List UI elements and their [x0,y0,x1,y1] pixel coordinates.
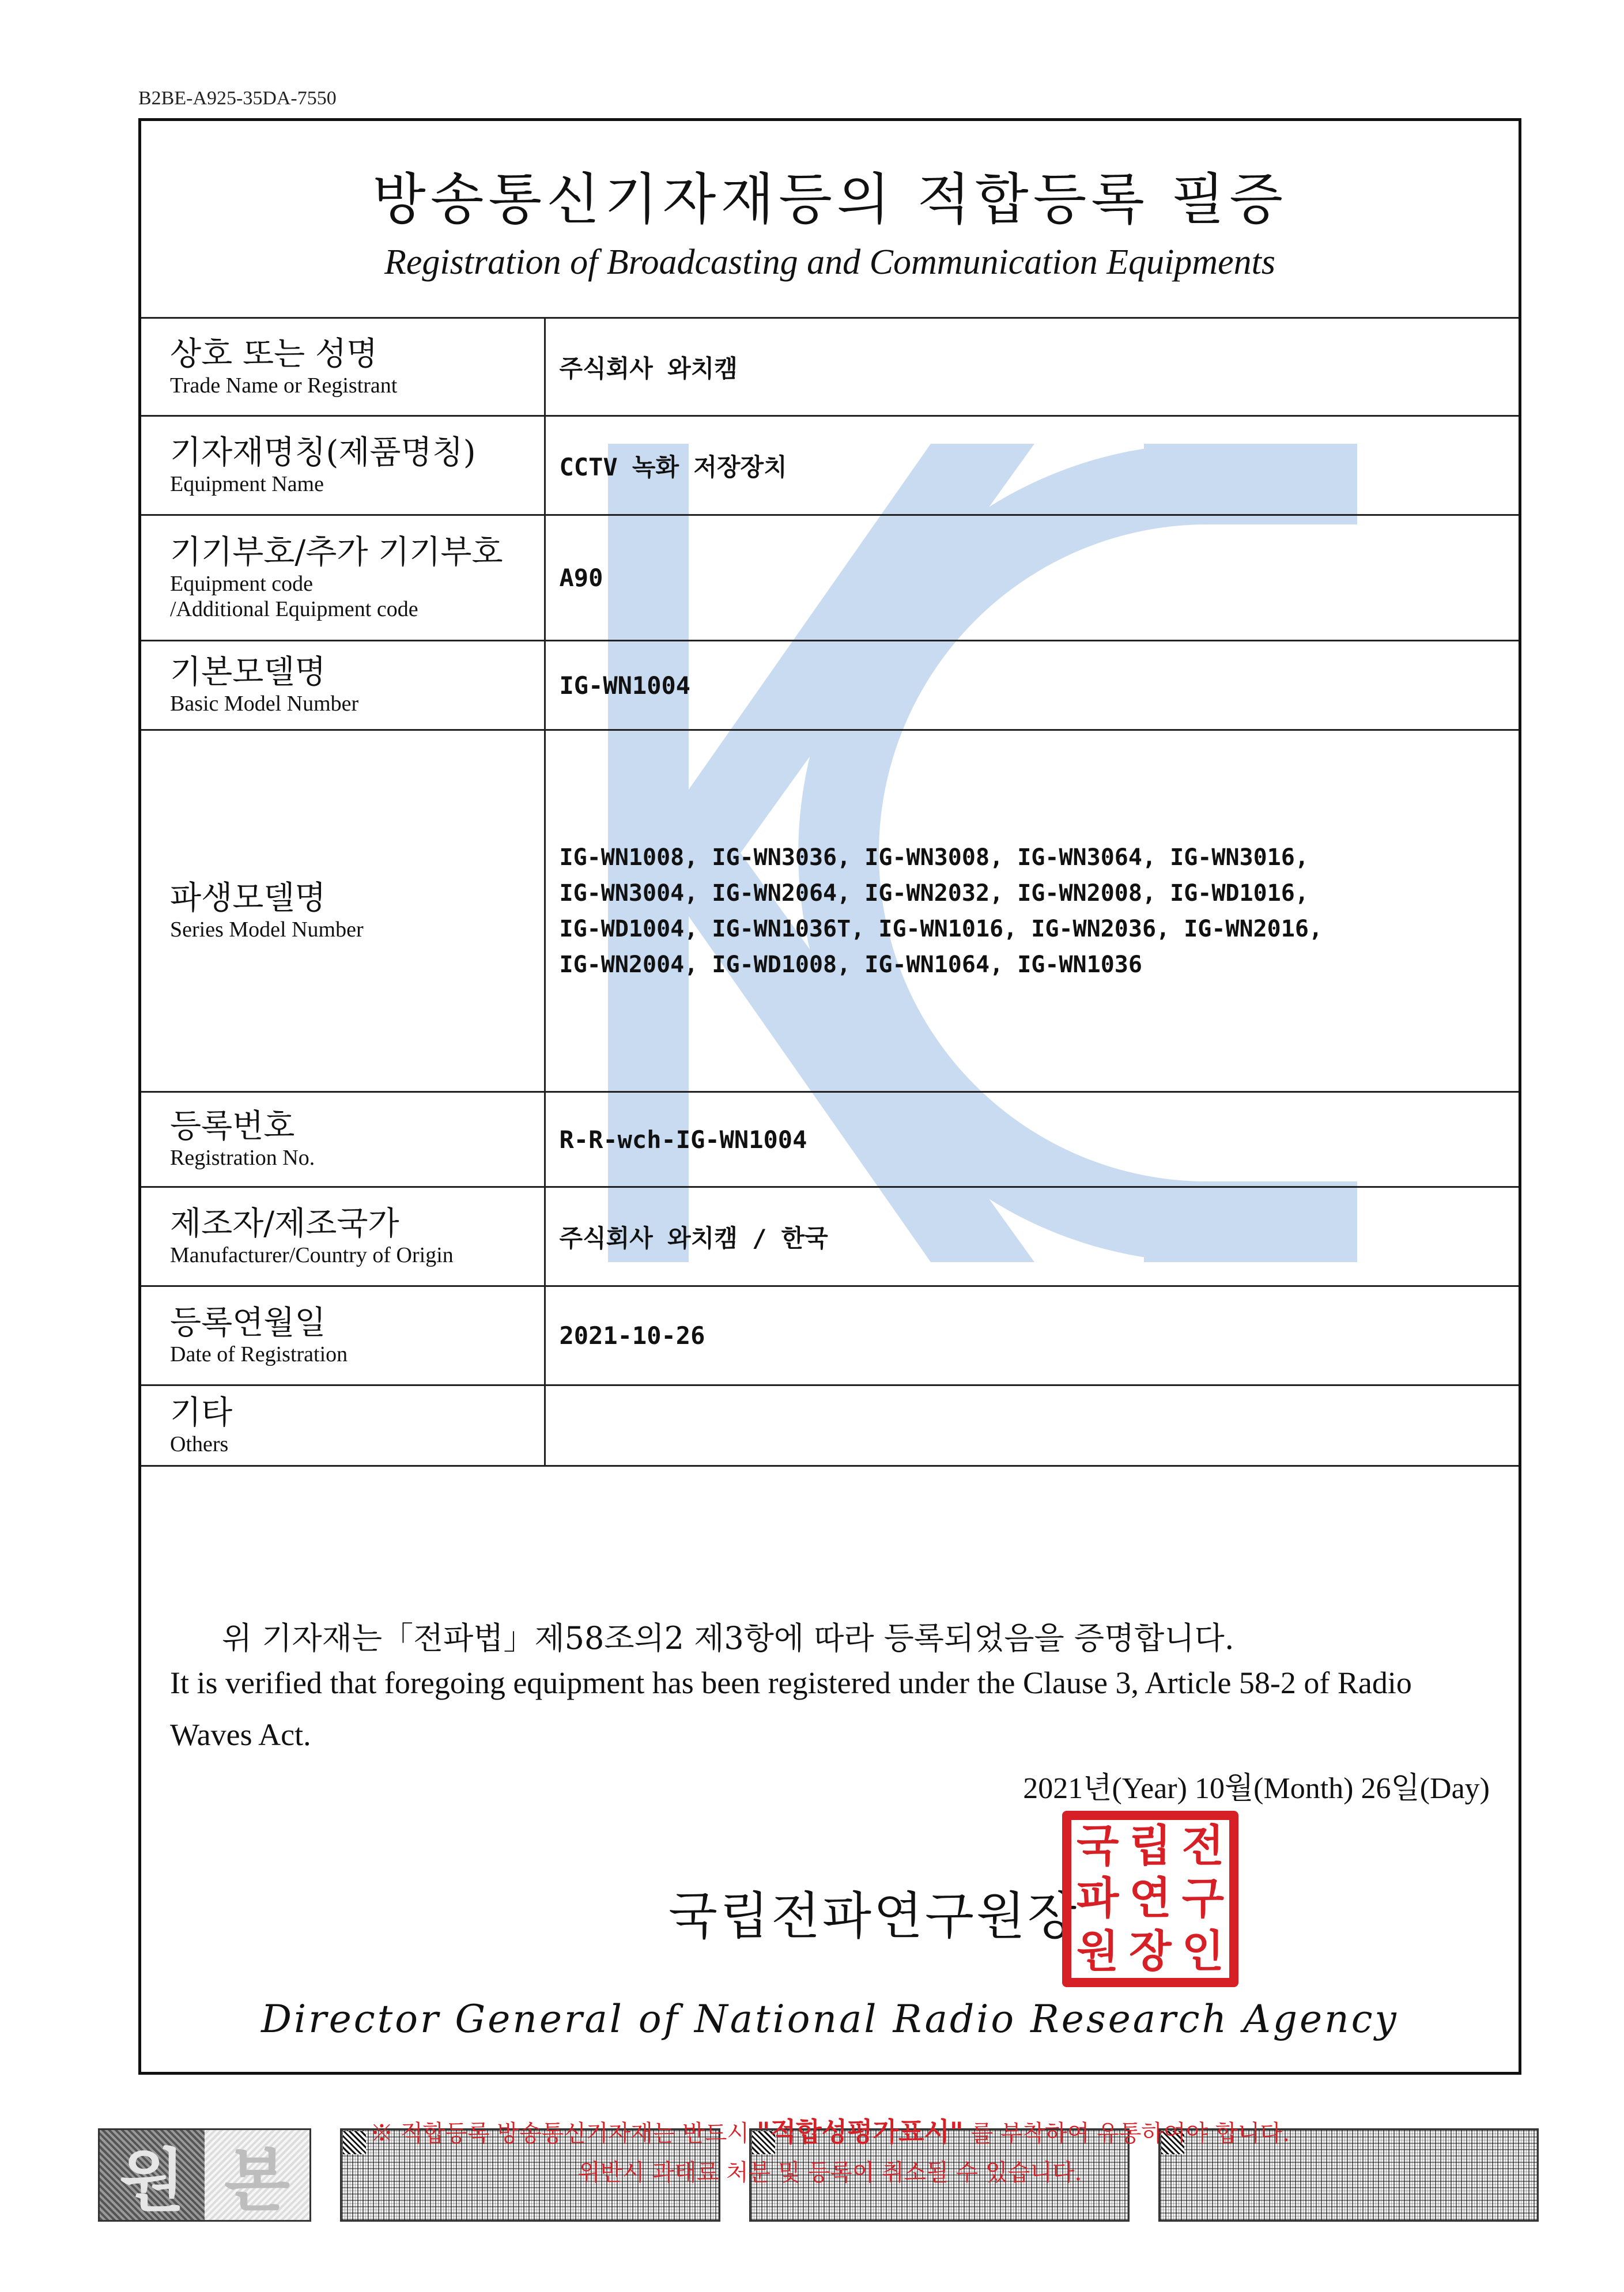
certificate-frame [138,118,1521,2186]
notice-line-2: 위반시 과태료 처분 및 등록이 취소될 수 있습니다. [577,2159,1082,2186]
title-english: Registration of Broadcasting and Communication Equipments [384,243,1275,282]
table-row [141,1187,1519,1286]
verification-text-ko: 위 기자재는「전파법」제58조의2 제3항에 따라 등록되었음을 증명합니다. [222,1620,1234,1656]
seal-character: 원 [1076,1925,1119,1977]
original-stamp-char: 원 [119,2141,185,2221]
equipment-code-label-en-2: /Additional Equipment code [170,596,418,621]
series-model-value [545,730,1519,1092]
manufacturer-label-ko: 제조자/제조국가 [170,1204,399,1243]
table-row [141,1092,1519,1187]
series-model-line: IG-WN1008, IG-WN3036, IG-WN3008, IG-WN3064, IG-WN3016, [559,844,1309,871]
equipment-code-value: A90 [545,515,1519,641]
official-seal [1062,1811,1238,1987]
table-row [141,641,1519,730]
seal-character: 파 [1076,1872,1119,1924]
seal-character: 전 [1181,1820,1225,1871]
seal-character: 장 [1129,1925,1172,1977]
title-korean: 방송통신기자재등의 적합등록 필증 [372,167,1288,232]
others-value [545,1385,1519,1466]
notice-highlight: "적합성평가표시" [756,2116,964,2147]
trade-name-label-en: Trade Name or Registrant [170,373,398,398]
trade-name-label-ko: 상호 또는 성명 [170,335,378,373]
equipment-code-label-ko: 기기부호/추가 기기부호 [170,533,503,571]
seal-character: 국 [1076,1820,1119,1871]
series-model-line: IG-WD1004, IG-WN1036T, IG-WN1016, IG-WN2036, IG-WN2016, [559,915,1323,942]
equipment-name-label-en: Equipment Name [170,471,324,496]
registration-info-table [141,317,1519,1467]
seal-character: 연 [1129,1872,1172,1924]
others-label-ko: 기타 [170,1394,233,1432]
original-stamp-char: 본 [224,2141,290,2221]
date-value: 2021-10-26 [545,1286,1519,1385]
issue-date: 2021년(Year) 10월(Month) 26일(Day) [1023,1772,1490,1805]
notice-text [141,2112,1519,2192]
date-label-ko: 등록연월일 [170,1304,326,1342]
equipment-name-label-ko: 기자재명칭(제품명칭) [170,433,476,471]
basic-model-label-ko: 기본모델명 [170,654,326,691]
seal-character: 구 [1181,1872,1225,1924]
table-row [141,730,1519,1092]
series-model-line: IG-WN3004, IG-WN2064, IG-WN2032, IG-WN2008, IG-WD1016, [559,879,1309,907]
date-label-en: Date of Registration [170,1342,348,1366]
basic-model-label-en: Basic Model Number [170,692,359,716]
document-id: B2BE-A925-35DA-7550 [138,88,337,109]
trade-name-value: 주식회사 와치캠 [545,318,1519,416]
verification-text-en: It is verified that foregoing equipment has been registered under the Clause 3, Article 58-2 of Radio Waves Act. [170,1666,1412,1752]
issuer-title-ko: 국립전파연구원장 [669,1886,1079,1946]
issuer-title-en: Director General of National Radio Research Agency [261,1997,1399,2041]
notice-prefix: ※ 적합등록 방송통신기자재는 반드시 [370,2120,757,2147]
registration-no-label-ko: 등록번호 [170,1108,295,1145]
table-row [141,515,1519,641]
table-row [141,1385,1519,1466]
equipment-code-label-en-1: Equipment code [170,571,313,596]
series-model-line: IG-WN2004, IG-WD1008, IG-WN1064, IG-WN1036 [559,951,1142,978]
table-row [141,318,1519,416]
series-model-label-ko: 파생모델명 [170,879,326,917]
notice-suffix: 를 부착하여 유통하여야 합니다. [963,2120,1290,2147]
manufacturer-label-en: Manufacturer/Country of Origin [170,1243,454,1267]
basic-model-value: IG-WN1004 [545,641,1519,730]
registration-no-label-en: Registration No. [170,1146,315,1170]
seal-character: 인 [1181,1925,1225,1977]
series-model-label-en: Series Model Number [170,917,364,942]
registration-no-value: R-R-wch-IG-WN1004 [545,1092,1519,1187]
table-row [141,416,1519,515]
notice-line-1 [141,2112,1519,2153]
others-label-en: Others [170,1432,229,1456]
table-row [141,1286,1519,1385]
manufacturer-value: 주식회사 와치캠 / 한국 [545,1187,1519,1286]
seal-character: 립 [1129,1820,1172,1871]
equipment-name-value: CCTV 녹화 저장장치 [545,416,1519,515]
